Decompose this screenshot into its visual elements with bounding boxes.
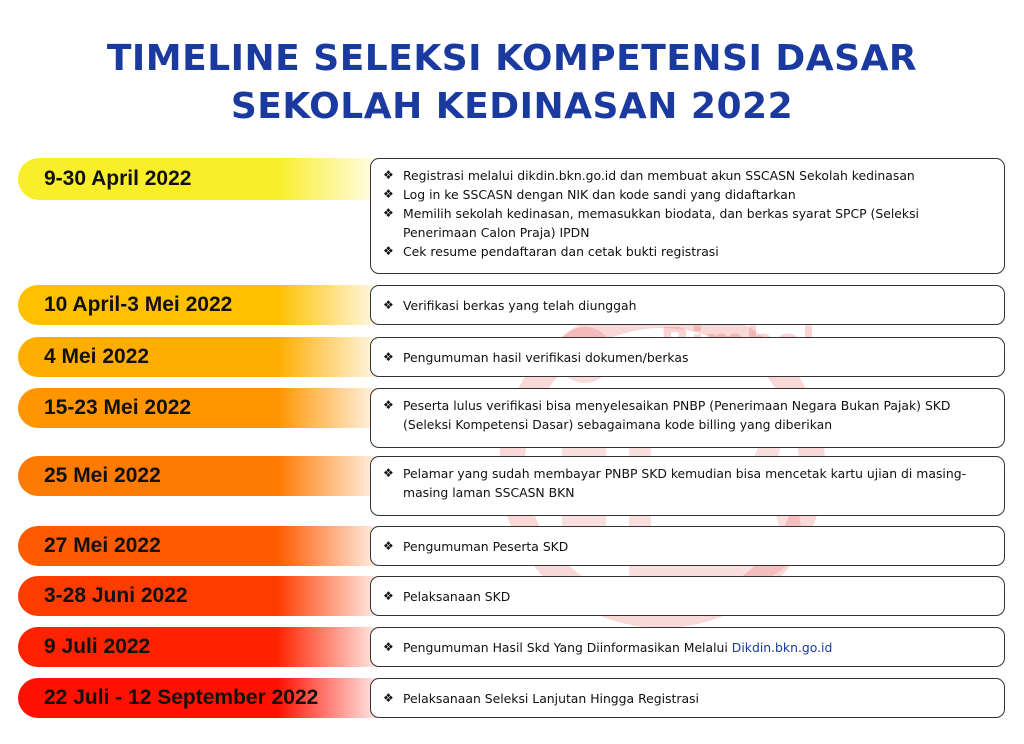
description-item: [383, 296, 994, 315]
page-title-line-2: SEKOLAH KEDINASAN 2022: [230, 86, 794, 127]
diamond-bullet-icon: ❖: [383, 206, 394, 220]
diamond-bullet-icon: ❖: [383, 691, 394, 705]
description-text: Pelaksanaan Seleksi Lanjutan Hingga Registrasi: [403, 691, 699, 706]
date-label: 9 Juli 2022: [44, 635, 151, 658]
date-pill: [18, 526, 388, 566]
description-box: [370, 526, 1005, 566]
date-label: 10 April-3 Mei 2022: [44, 293, 233, 316]
diamond-bullet-icon: ❖: [383, 466, 394, 480]
description-box: [370, 678, 1005, 718]
description-item: [383, 242, 994, 261]
date-label: 25 Mei 2022: [44, 464, 161, 487]
description-item: [383, 204, 994, 242]
description-box: [370, 158, 1005, 274]
date-label: 15-23 Mei 2022: [44, 396, 192, 419]
description-box: [370, 456, 1005, 516]
description-text: Pelaksanaan SKD: [403, 589, 511, 604]
diamond-bullet-icon: ❖: [383, 539, 394, 553]
diamond-bullet-icon: ❖: [383, 168, 394, 182]
date-label: 22 Juli - 12 September 2022: [44, 686, 319, 709]
description-text: Cek resume pendaftaran dan cetak bukti registrasi: [403, 244, 719, 259]
description-text: Verifikasi berkas yang telah diunggah: [403, 298, 637, 313]
description-item: [383, 587, 994, 606]
description-item: [383, 537, 994, 556]
diamond-bullet-icon: ❖: [383, 398, 394, 412]
date-label: 4 Mei 2022: [44, 345, 150, 368]
description-item: [383, 689, 994, 708]
description-item: [383, 464, 994, 502]
description-text: Pengumuman Hasil Skd Yang Diinformasikan Melalui: [403, 640, 728, 655]
description-text: Log in ke SSCASN dengan NIK dan kode sandi yang didaftarkan: [403, 187, 796, 202]
date-pill: [18, 285, 388, 325]
date-label: 9-30 April 2022: [44, 167, 192, 190]
description-text: Registrasi melalui dikdin.bkn.go.id dan membuat akun SSCASN Sekolah kedinasan: [403, 168, 915, 183]
description-box: [370, 576, 1005, 616]
date-pill: [18, 388, 388, 428]
diamond-bullet-icon: ❖: [383, 244, 394, 258]
date-label: 3-28 Juni 2022: [44, 584, 188, 607]
date-pill: [18, 627, 388, 667]
date-pill: [18, 337, 388, 377]
date-pill: [18, 158, 388, 200]
dikdin-link[interactable]: Dikdin.bkn.go.id: [731, 640, 833, 655]
date-pill: [18, 678, 388, 718]
diamond-bullet-icon: ❖: [383, 640, 394, 654]
description-item: [383, 166, 994, 185]
description-item: [383, 638, 994, 657]
description-text: Pengumuman Peserta SKD: [403, 539, 569, 554]
description-item: [383, 185, 994, 204]
description-item: [383, 348, 994, 367]
description-text: Memilih sekolah kedinasan, memasukkan biodata, dan berkas syarat SPCP (Seleksi Penerimaan Calon Praja) IPDN: [403, 206, 919, 240]
page-title-line-1: TIMELINE SELEKSI KOMPETENSI DASAR: [106, 38, 918, 79]
date-label: 27 Mei 2022: [44, 534, 161, 557]
diamond-bullet-icon: ❖: [383, 187, 394, 201]
description-box: [370, 627, 1005, 667]
description-item: [383, 396, 994, 434]
date-pill: [18, 456, 388, 496]
diamond-bullet-icon: ❖: [383, 589, 394, 603]
description-text: Peserta lulus verifikasi bisa menyelesaikan PNBP (Penerimaan Negara Bukan Pajak) SKD (Seleksi Kompetensi Dasar) sebagaimana kode billing yang diberikan: [403, 398, 951, 432]
diamond-bullet-icon: ❖: [383, 350, 394, 364]
description-box: [370, 337, 1005, 377]
diamond-bullet-icon: ❖: [383, 298, 394, 312]
date-pill: [18, 576, 388, 616]
description-text: Pengumuman hasil verifikasi dokumen/berkas: [403, 350, 689, 365]
description-box: [370, 388, 1005, 448]
description-text: Pelamar yang sudah membayar PNBP SKD kemudian bisa mencetak kartu ujian di masing-masing laman SSCASN BKN: [403, 466, 967, 500]
description-box: [370, 285, 1005, 325]
